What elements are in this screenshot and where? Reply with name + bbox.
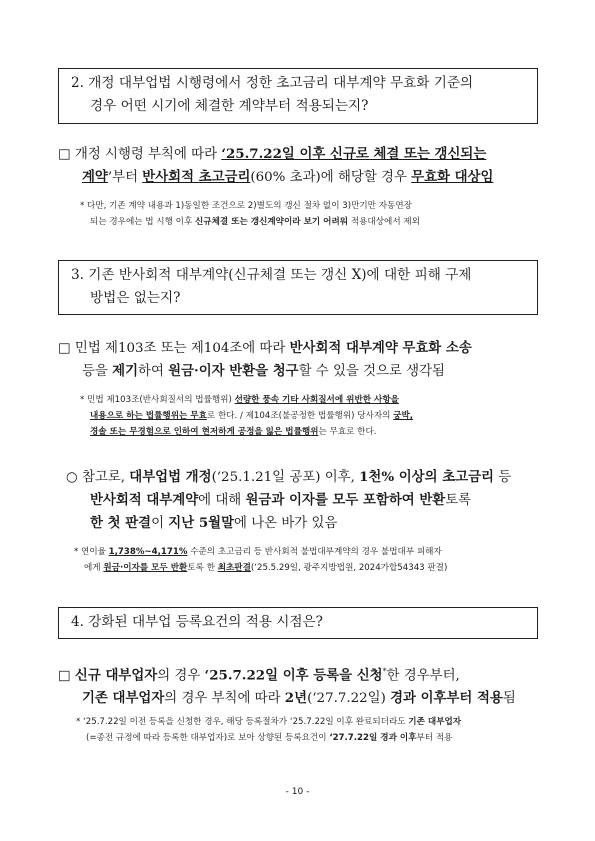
footnote-line1 <box>80 392 545 408</box>
question-box-4 <box>58 607 538 639</box>
emphasis-run: 원금·이자를 모두 반환 <box>103 563 188 573</box>
text-run: 참고로, <box>81 470 130 485</box>
emphasis-run: 기존 대부업자 <box>408 717 462 727</box>
answer-2 <box>58 143 540 189</box>
emphasis-run: 궁박, <box>393 411 414 421</box>
answer-3 <box>58 337 540 383</box>
question-4-line1: 4. 강화된 대부업 등록요건의 적용 시점은? <box>71 614 323 630</box>
emphasis-run: 최초판결 <box>217 563 251 573</box>
answer-4 <box>58 660 540 710</box>
text-run: 등을 <box>82 364 113 379</box>
answer-4-line2 <box>58 687 540 710</box>
text-run: 의 경우 부칙에 따라 <box>164 691 285 707</box>
footnote-line1 <box>74 544 539 560</box>
emphasis-run: 반사회적 대부계약 <box>90 492 199 508</box>
emphasis-run: 제기 <box>112 363 139 379</box>
footnote-line2 <box>74 560 539 576</box>
footnote-line2 <box>80 408 545 424</box>
answer-4-line1 <box>58 660 540 687</box>
text-run: 로 한다. / 제104조(불공정한 법률행위) 당사자의 <box>206 411 394 421</box>
emphasis-run: 지난 5월말 <box>168 515 235 531</box>
question-2-line1: 2. 개정 대부업법 시행령에서 정한 초고금리 대부계약 무효화 기준의 <box>71 75 474 91</box>
answer-3-line2 <box>58 360 540 383</box>
text-run: 에게 <box>84 563 104 573</box>
text-run: 할 수 있을 것으로 생각됨 <box>298 364 445 379</box>
footnote-line2 <box>76 730 541 746</box>
reference-line1 <box>66 466 546 489</box>
emphasis-run: ‘27.7.22일 경과 이후 <box>329 733 417 743</box>
text-run: 되는 경우에는 법 시행 이후 <box>90 217 195 227</box>
emphasis-run: 반사회적 초고금리 <box>142 169 251 185</box>
page-number: - 10 - <box>285 787 310 797</box>
text-run: (‘25.1.21일 공포) 이후, <box>211 470 360 485</box>
emphasis-run: 2년 <box>284 690 308 707</box>
question-box-3 <box>58 260 538 315</box>
question-3-line2: 방법은 없는지? <box>90 290 181 306</box>
reference-line2 <box>66 489 546 512</box>
text-run: 이 <box>151 516 169 531</box>
text-run: (‘27.7.22일) <box>307 691 391 707</box>
text-run: 수준의 초고금리 등 반사회적 불법대부계약의 경우 불법대부 피해자 <box>187 547 442 557</box>
text-run: * ‘25.7.22일 이전 등록을 신청한 경우, 해당 등록절차가 ‘25.7.22일 이후 완료되더라도 <box>76 717 409 727</box>
reference-line3 <box>66 512 546 535</box>
emphasis-run: 1,738%~4,171% <box>108 547 188 557</box>
answer-3-reference <box>66 466 546 535</box>
text-run: (60% 초과)에 해당할 경우 <box>250 170 412 185</box>
footnote-line2 <box>80 214 545 230</box>
circle-bullet: ○ <box>66 470 78 485</box>
emphasis-run: 계약 <box>82 169 108 185</box>
text-run: 민법 제103조 또는 제104조에 따라 <box>74 341 290 356</box>
footnote-line1: * 다만, 기존 계약 내용과 1)동일한 조건으로 2)별도의 갱신 절차 없이 3)만기만 자동연장 <box>80 201 412 211</box>
emphasis-run: 1천% 이상의 초고금리 <box>359 469 494 485</box>
emphasis-run: 대부업법 개정 <box>129 469 212 485</box>
text-run: ’부터 <box>107 170 143 185</box>
footnote-line1 <box>76 714 541 730</box>
text-run: (=종전 규정에 따라 등록한 대부업자)로 보아 상향된 등록요건이 <box>86 733 330 743</box>
emphasis-run: ‘25.7.22일 이후 등록을 신청 <box>204 667 383 684</box>
text-run: * 연이율 <box>74 547 109 557</box>
emphasis-run: 원금·이자 반환을 청구 <box>168 363 299 379</box>
emphasis-run: 신규체결 또는 갱신계약이라 보기 어려워 <box>194 217 349 227</box>
emphasis-run: 반사회적 대부계약 무효화 소송 <box>289 340 472 356</box>
text-run: (‘25.5.29일, 광주지방법원, 2024가합54343 판결) <box>250 563 448 573</box>
square-bullet: □ <box>58 147 71 162</box>
emphasis-run: 경솔 또는 무경험으로 인하여 현저하게 공정을 잃은 법률행위 <box>90 427 319 437</box>
text-run: 토록 <box>445 493 472 508</box>
text-run: 하여 <box>138 364 169 379</box>
answer-3-line1 <box>58 337 540 360</box>
emphasis-run: 신규 대부업자 <box>74 667 158 684</box>
emphasis-run: 내용으로 하는 법률행위는 무효 <box>90 411 207 421</box>
answer-3-footnote-2 <box>74 544 539 576</box>
text-run: 한 경우부터, <box>386 668 460 684</box>
answer-2-line1 <box>58 143 540 166</box>
footnote-marker: * <box>382 667 387 676</box>
emphasis-run: 한 첫 판결 <box>90 515 152 531</box>
square-bullet: □ <box>58 341 71 356</box>
emphasis-run: 선량한 풍속 기타 사회질서에 위반한 사항을 <box>234 395 399 405</box>
text-run: 개정 시행령 부칙에 따라 <box>74 147 222 162</box>
text-run: * 민법 제103조(반사회질서의 법률행위) <box>80 395 235 405</box>
text-run: 는 무효로 한다. <box>318 427 377 437</box>
emphasis-run: 무효화 대상임 <box>411 169 494 185</box>
emphasis-run: 원금과 이자를 모두 포함하여 반환 <box>245 492 446 508</box>
text-run: 등 <box>493 470 512 485</box>
text-run: 의 경우 <box>157 668 205 684</box>
footnote-line3 <box>80 424 545 440</box>
emphasis-run: ‘25.7.22일 이후 신규로 체결 또는 갱신되는 <box>221 146 487 162</box>
text-run: 에 나온 바가 있음 <box>234 516 338 531</box>
emphasis-run: 경과 이후부터 적용 <box>390 690 503 707</box>
emphasis-run: 기존 대부업자 <box>82 690 165 707</box>
text-run: 토록 한 <box>187 563 218 573</box>
question-3-line1: 3. 기존 반사회적 대부계약(신규체결 또는 갱신 X)에 대한 피해 구제 <box>71 267 472 283</box>
question-2-line2: 경우 어떤 시기에 체결한 계약부터 적용되는지? <box>90 98 369 114</box>
answer-3-footnote-1 <box>80 392 545 440</box>
answer-2-line2 <box>58 166 540 189</box>
square-bullet: □ <box>58 668 71 684</box>
text-run: 됨 <box>502 691 516 707</box>
text-run: 적용대상에서 제외 <box>348 217 420 227</box>
question-box-2 <box>58 68 538 124</box>
answer-4-footnote <box>76 714 541 746</box>
text-run: 에 대해 <box>198 493 246 508</box>
text-run: 부터 적용 <box>416 733 453 743</box>
answer-2-footnote <box>80 198 545 230</box>
